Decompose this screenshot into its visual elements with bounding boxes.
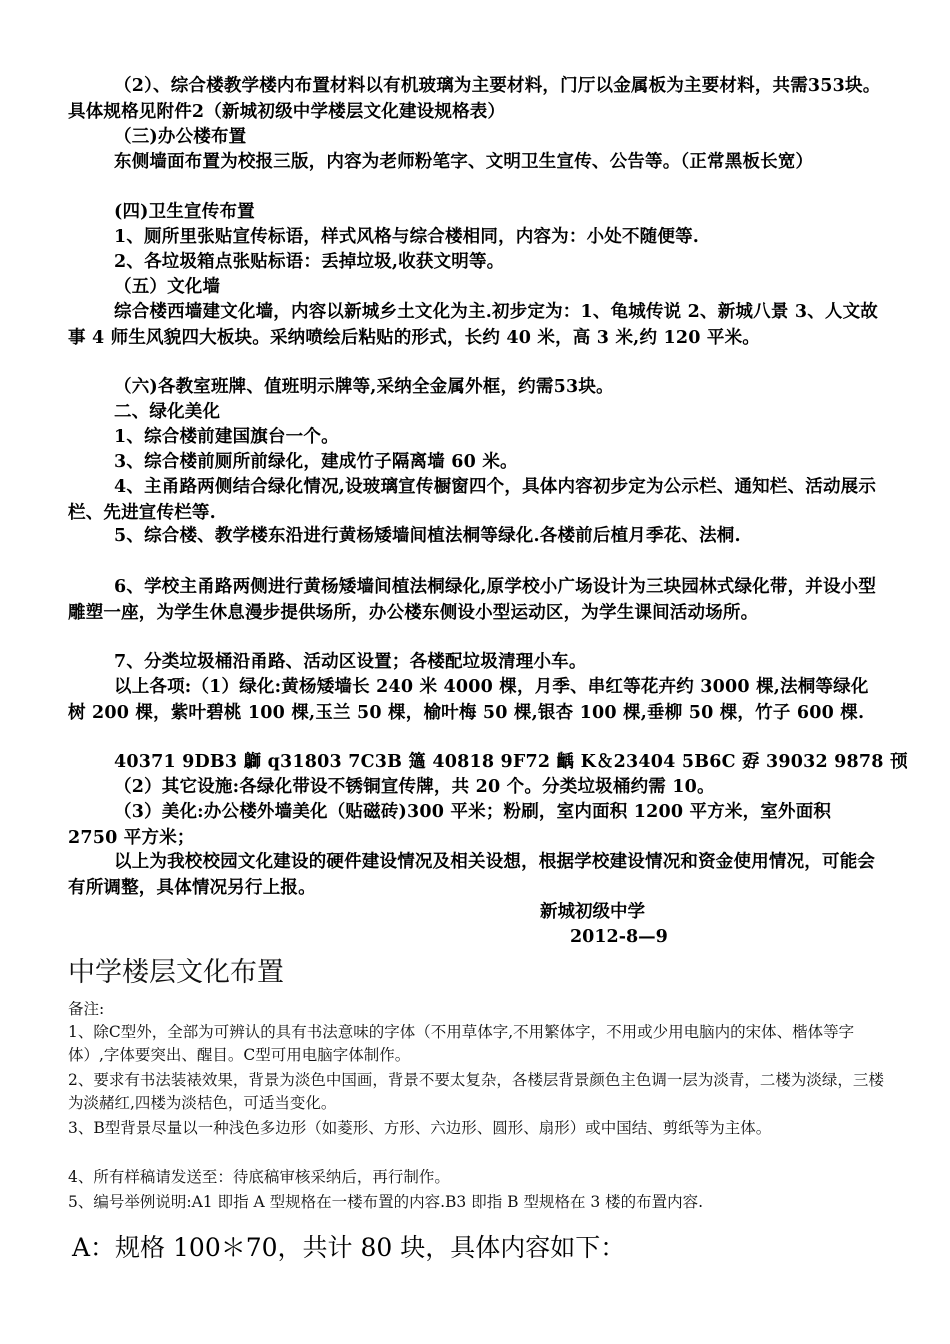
paragraph-green-4: 4、主甬路两侧结合绿化情况,设玻璃宣传橱窗四个，具体内容初步定为公示栏、通知栏、活动展示栏、先进宣传栏等. <box>68 477 877 523</box>
note-item-2: 2、要求有书法装裱效果，背景为淡色中国画，背景不要太复杂，各楼层背景颜色主色调一层为淡青，二楼为淡绿，三楼为淡赭红,四楼为淡桔色，可适当变化。 <box>68 1071 884 1112</box>
signature-school: 新城初级中学 <box>540 902 645 922</box>
notes-label: 备注: <box>68 1000 105 1018</box>
paragraph-green-1: 1、综合楼前建国旗台一个。 <box>114 427 339 447</box>
note-item-5: 5、编号举例说明:A1 即指 A 型规格在一楼布置的内容.B3 即指 B 型规格在 3 楼的布置内容. <box>68 1193 704 1211</box>
paragraph-green-5: 5、综合楼、教学楼东沿进行黄杨矮墙间植法桐等绿化.各楼前后植月季花、法桐. <box>114 526 741 546</box>
heading-greening: 二、绿化美化 <box>114 402 221 422</box>
heading-hygiene: (四)卫生宣传布置 <box>114 202 255 222</box>
heading-culture-wall: （五）文化墙 <box>114 277 221 297</box>
signature-date: 2012-8—9 <box>570 927 668 947</box>
paragraph-summary-greening: 以上各项:（1）绿化:黄杨矮墙长 240 米 4000 棵，月季、串红等花卉约 3000 棵,法桐等绿化树 200 棵，紫叶碧桃 100 棵,玉兰 50 棵，榆叶梅 50 棵,银杏 100 棵,垂柳 50 棵，竹子 600 棵. <box>68 677 869 723</box>
paragraph-other-facilities: （2）其它设施:各绿化带设不锈铜宣传牌，共 20 个。分类垃圾桶约需 10。 <box>114 777 715 797</box>
paragraph-beautify: （3）美化:办公楼外墙美化（贴磁砖)300 平米；粉刷，室内面积 1200 平方米，室外面积 2750 平方米； <box>68 802 832 848</box>
heading-office-building: （三)办公楼布置 <box>114 127 247 147</box>
paragraph-office-east-wall: 东侧墙面布置为校报三版，内容为老师粉笔字、文明卫生宣传、公告等。（正常黑板长宽） <box>114 152 814 172</box>
note-item-1: 1、除C型外，全部为可辨认的具有书法意味的字体（不用草体字,不用繁体字，不用或少用电脑内的宋体、楷体等字体）,字体要突出、醒目。C型可用电脑字体制作。 <box>68 1023 855 1064</box>
paragraph-hygiene-2: 2、各垃圾箱点张贴标语：丢掉垃圾,收获文明等。 <box>114 252 505 272</box>
paragraph-code-line: 40371 9DB3 鶳 q31803 7C3B 簻 40818 9F72 齲 K＆23404 5B6C 孬 39032 9878 顸 <box>114 752 908 772</box>
paragraph-green-7: 7、分类垃圾桶沿甬路、活动区设置；各楼配垃圾清理小车。 <box>114 652 587 672</box>
paragraph-conclusion: 以上为我校校园文化建设的硬件建设情况及相关设想，根据学校建设情况和资金使用情况，可能会有所调整，具体情况另行上报。 <box>68 852 876 898</box>
spec-heading: A：规格 100＊70，共计 80 块，具体内容如下： <box>72 1233 626 1262</box>
paragraph-materials: （2）、综合楼教学楼内布置材料以有机玻璃为主要材料，门厅以金属板为主要材料，共需353块。具体规格见附件2（新城初级中学楼层文化建设规格表） <box>68 76 881 122</box>
paragraph-class-signs: （六)各教室班牌、值班明示牌等,采纳全金属外框，约需53块。 <box>114 377 614 397</box>
section-title: 中学楼层文化布置 <box>68 957 284 988</box>
note-item-3: 3、B型背景尽量以一种浅色多边形（如菱形、方形、六边形、圆形、扇形）或中国结、剪纸等为主体。 <box>68 1119 772 1137</box>
note-item-4: 4、所有样稿请发送至：待底稿审核采纳后，再行制作。 <box>68 1168 450 1186</box>
paragraph-green-3: 3、综合楼前厕所前绿化，建成竹子隔离墙 60 米。 <box>114 452 518 472</box>
paragraph-hygiene-1: 1、厕所里张贴宣传标语，样式风格与综合楼相同，内容为：小处不随便等. <box>114 227 700 247</box>
paragraph-green-6: 6、学校主甬路两侧进行黄杨矮墙间植法桐绿化,原学校小广场设计为三块园林式绿化带，并设小型雕塑一座，为学生休息漫步提供场所，办公楼东侧设小型运动区，为学生课间活动场所。 <box>68 577 877 623</box>
paragraph-culture-wall: 综合楼西墙建文化墙，内容以新城乡土文化为主.初步定为：1、龟城传说 2、新城八景 3、人文故事 4 师生风貌四大板块。采纳喷绘后粘贴的形式，长约 40 米，高 3 米,约 120 平米。 <box>68 302 879 348</box>
